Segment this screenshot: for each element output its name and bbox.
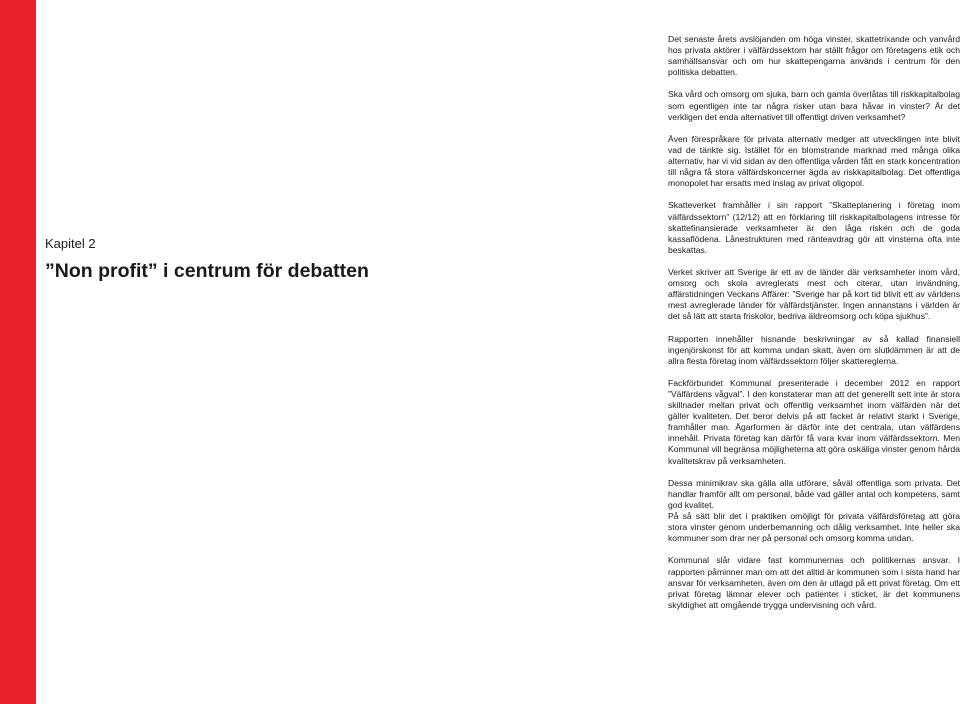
paragraph: Rapporten innehåller hisnande beskrivningar av så kallad finansiell ingenjörskonst för att komma undan skatt, även om slutklämmen är att de allra flesta företag inom välfärdssektorn följer skattereglerna. (668, 333, 960, 366)
paragraph: Kommunal slår vidare fast kommunernas och politikernas ansvar. I rapporten påminner man om att det alltid är kommunen som i sista hand har ansvar för verksamheten, även om den är utlagd på ett privat företag. Om ett privat företag lämnar elever och patienter i sticket, är det kommunens skyldighet att omgående trygga undervisning och vård. (668, 555, 960, 610)
paragraph: Ska vård och omsorg om sjuka, barn och gamla överlåtas till riskkapitalbolag som egentligen inte tar några risker utan bara håvar in vinster? Är det verkligen det enda alternativet till offentligt driven verksamhet? (668, 89, 960, 122)
body-text-column (668, 34, 960, 622)
paragraph: Även förespråkare för privata alternativ medger att utvecklingen inte blivit vad de tänkte sig. Istället för en blomstrande marknad med många olika alternativ, har vi vid sidan av den offentliga vården fått en stark koncentration till några få stora välfärdskoncerner ägda av riskkapitalbolag. Det offentliga monopolet har ersatts med inslag av privat oligopol. (668, 133, 960, 189)
paragraph: Skatteverket framhåller i sin rapport ”Skatteplanering i företag inom välfärdssektorn” (12/12) att en förklaring till riskkapitalbolagens intresse för skattefinansierade verksamheter är den låga risken och de goda kassaflödena. Lånestrukturen med ränteavdrag gör att vinsterna ofta inte beskattas. (668, 200, 960, 255)
paragraph: Fackförbundet Kommunal presenterade i december 2012 en rapport ”Välfärdens vågval”. I den konstaterar man att det generellt sett inte är stora skillnader mellan privat och offentlig verksamhet inom välfärden när det gäller kvaliteten. Det beror delvis på att facket är relativt starkt i Sverige, framhåller man. Ägarformen är därför inte det centrala, utan välfärdens innehåll. Privata företag kan därför få vara kvar inom välfärdssektorn. Men Kommunal vill begränsa möjligheterna att göra oskäliga vinster genom hårda kvalitetskrav på verksamheten. (668, 377, 960, 466)
chapter-label: Kapitel 2 (45, 236, 96, 251)
paragraph: Dessa minimikrav ska gälla alla utförare, såväl offentliga som privata. Det handlar framför allt om personal, både vad gäller antal och kompetens, samt god kvalitet. På så sätt blir det i praktiken omöjligt för privata välfärdsföretag att göra stora vinster genom underbemanning och dålig verksamhet. Inte heller ska kommuner som drar ner på personal och omsorg komma undan. (668, 477, 960, 544)
chapter-heading (45, 236, 425, 283)
paragraph: Verket skriver att Sverige är ett av de länder där verksamheter inom vård, omsorg och skola avreglerats mest och citerar, utan invändning, affärstidningen Veckans Affärer: ”Sverige har på kort tid blivit ett av världens mest avreglerade länder för välfärdstjänster. Ingen annanstans i världen är det så lätt att starta friskolor, bedriva äldreomsorg och köpa sjukhus”. (668, 266, 960, 322)
paragraph: Det senaste årets avslöjanden om höga vinster, skattetrixande och vanvård hos privata aktörer i välfärdssektorn har ställt frågor om företagens etik och samhällsansvar och om hur skattepengarna används i centrum för den politiska debatten. (668, 34, 960, 78)
accent-sidebar-bar (0, 0, 36, 704)
chapter-title: ”Non profit” i centrum för debatten (45, 260, 369, 282)
